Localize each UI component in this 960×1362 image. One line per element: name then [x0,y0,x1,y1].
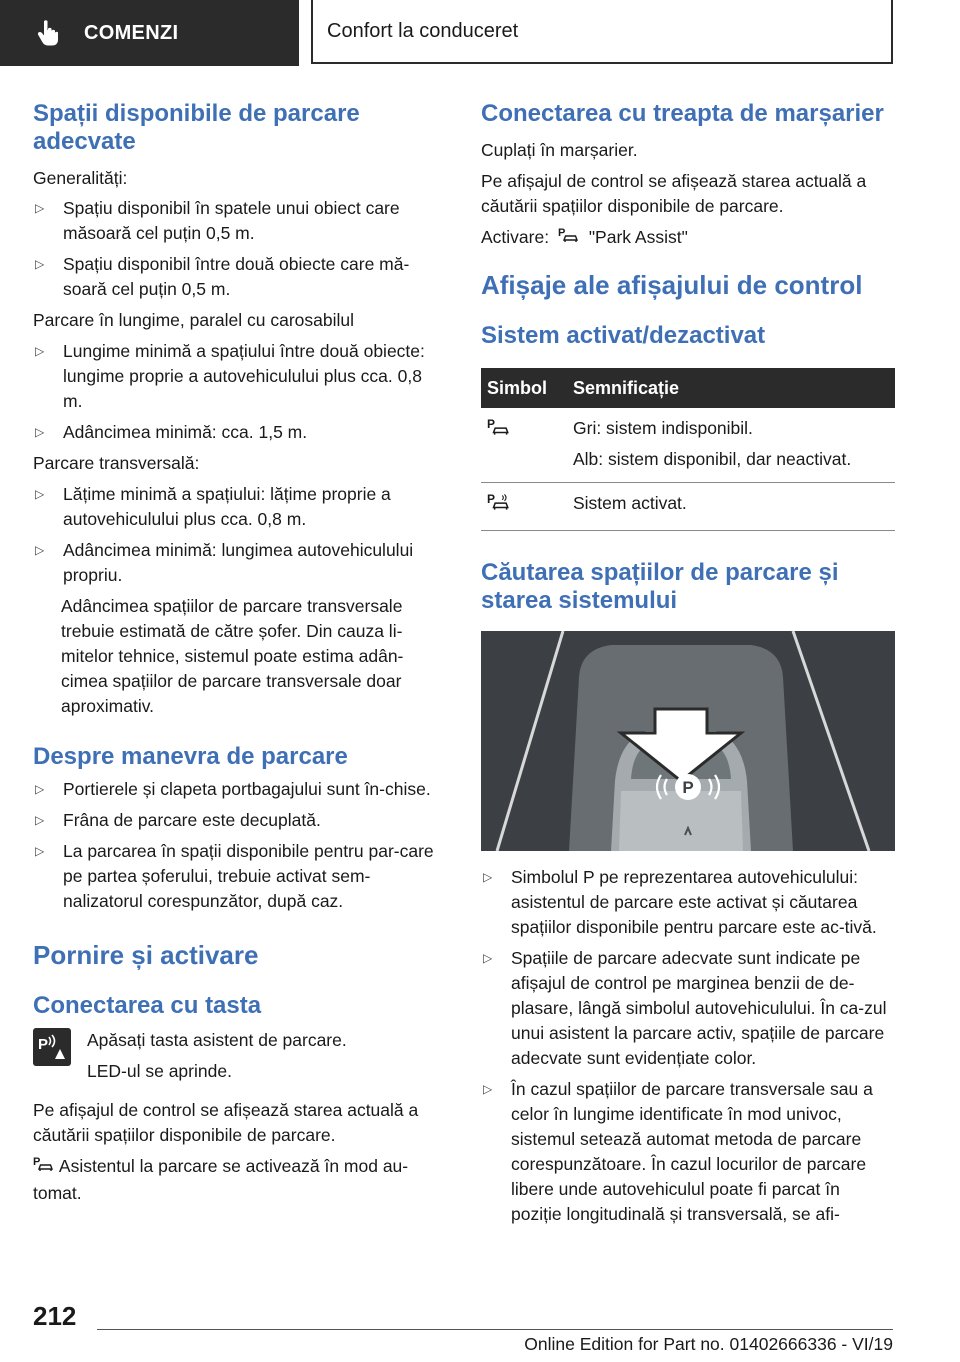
list-item: ▷ Simbolul P pe reprezentarea autovehiculului: asistentul de parcare este activat și căutarea spațiilor disponibile pentru parcare este ac‐tivă. [481,865,895,940]
auto-activation-text: P Asistentul la parcare se activează în mod au‐tomat. [33,1156,409,1203]
heading-reverse: Conectarea cu treapta de marșarier [481,100,884,127]
list-item: ▷ Frâna de parcare este decuplată. [33,808,443,833]
triangle-bullet-icon: ▷ [35,425,45,439]
svg-text:P: P [487,492,496,507]
triangle-bullet-icon: ▷ [35,201,45,215]
svg-text:P: P [487,417,496,432]
list-item: ▷ Spațiu disponibil în spatele unui obiect care măsoară cel puțin 0,5 m. [33,196,443,246]
left-column [33,100,443,1206]
park-assist-inactive-icon [487,417,511,442]
footer-divider [97,1329,893,1330]
park-assist-icon [558,225,580,252]
park-assist-button-icon [33,1028,71,1066]
triangle-bullet-icon: ▷ [35,257,45,271]
triangle-bullet-icon: ▷ [35,813,45,827]
meaning-available: Alb: sistem disponibil, dar neactivat. [573,449,852,469]
heading-displays: Afișaje ale afișajului de control [481,270,863,300]
list-item: ▷ Spațiile de parcare adecvate sunt indicate pe afișajul de control pe marginea benzii de de‐plasare, lângă simbolul autovehiculului. În ca‐zul unui asistent la parcare activ, spațiile de parcare adecvate sunt evidențiate color. [481,946,895,1071]
meaning-active: Sistem activat. [573,483,895,531]
reverse-line: Cuplați în marșarier. [481,140,638,160]
park-symbol: P [682,778,694,797]
list-item: ▷ Portierele și clapeta portbagajului sunt în‐chise. [33,777,443,802]
triangle-bullet-icon: ▷ [35,543,45,557]
transverse-label: Parcare transversală: [33,453,200,473]
svg-text:P: P [33,1156,41,1168]
triangle-bullet-icon: ▷ [483,870,493,884]
activation-line: Activare: P "Park Assist" [481,225,895,252]
table-row [481,483,895,531]
triangle-bullet-icon: ▷ [35,844,45,858]
chapter-tab [311,0,893,64]
triangle-bullet-icon: ▷ [35,782,45,796]
heading-start: Pornire și activare [33,940,259,970]
svg-text:P: P [557,227,566,239]
list-item: ▷ La parcarea în spații disponibile pentru par‐care pe partea șoferului, trebuie activat sem‐nalizatorul corespunzător, după caz. [33,839,443,914]
general-label: Generalități: [33,168,128,188]
heading-maneuver: Despre manevra de parcare [33,743,348,770]
table-row [481,408,895,483]
list-item: ▷ În cazul spațiilor de parcare transversale sau a celor în lungime identificate în mod univoc, sistemul setează automat metoda de parcare corespunzătoare. În cazul locurilor de parcare libere unde autovehiculul poate fi parcat în poziție longitudinală și transversală, se afi‐ [481,1077,895,1227]
parallel-label: Parcare în lungime, paralel cu carosabilul [33,310,354,330]
section-label: COMENZI [84,21,179,44]
triangle-bullet-icon: ▷ [35,344,45,358]
edition-text: Online Edition for Part no. 01402666336 - VI/19 [524,1334,893,1354]
heading-button: Conectarea cu tasta [33,992,262,1019]
button-instruction [33,1028,443,1084]
list-item: ▷ Lungime minimă a spațiului între două obiecte: lungime proprie a autovehiculului plus cca. 0,8 m. [33,339,443,414]
hand-pointer-icon [36,19,76,47]
page-number: 212 [33,1301,77,1331]
chapter-label: Confort la conduceret [327,19,519,42]
reverse-display-text: Pe afișajul de control se afișează starea actuală a căutării spațiilor disponibile de parcare. [481,171,867,216]
press-button-text: Apăsați tasta asistent de parcare. [87,1030,347,1050]
symbol-table [481,368,895,531]
list-item: ▷ Adâncimea minimă: cca. 1,5 m. [33,420,443,445]
parking-search-illustration [481,631,895,851]
led-text: LED-ul se aprinde. [87,1061,232,1081]
triangle-bullet-icon: ▷ [483,951,493,965]
triangle-bullet-icon: ▷ [483,1082,493,1096]
list-item: ▷ Lățime minimă a spațiului: lățime proprie a autovehiculului plus cca. 0,8 m. [33,482,443,532]
right-column [481,100,895,1227]
heading-suitable-spaces: Spații disponibile de parcare adecvate [33,100,360,155]
table-header-symbol: Simbol [481,368,573,408]
display-status-text: Pe afișajul de control se afișează starea actuală a căutării spațiilor disponibile de parcare. [33,1100,419,1145]
section-tab [0,0,299,66]
list-item: ▷ Spațiu disponibil între două obiecte care mă‐soară cel puțin 0,5 m. [33,252,443,302]
heading-system: Sistem activat/dezactivat [481,322,766,349]
park-assist-icon [33,1154,55,1181]
park-assist-active-icon [487,492,511,517]
heading-search: Căutarea spațiilor de parcare și starea sistemului [481,559,839,614]
table-header-meaning: Semnificație [573,368,895,408]
svg-text:P: P [38,1036,49,1053]
transverse-note: Adâncimea spațiilor de parcare transversale trebuie estimată de către șofer. Din cauza li‐mitelor tehnice, sistemul poate estima adân‐cimea spațiilor de parcare transversale doar aproximativ. [61,596,404,716]
triangle-bullet-icon: ▷ [35,487,45,501]
list-item: ▷ Adâncimea minimă: lungimea autovehiculului propriu. [33,538,443,588]
meaning-unavailable: Gri: sistem indisponibil. [573,418,753,438]
